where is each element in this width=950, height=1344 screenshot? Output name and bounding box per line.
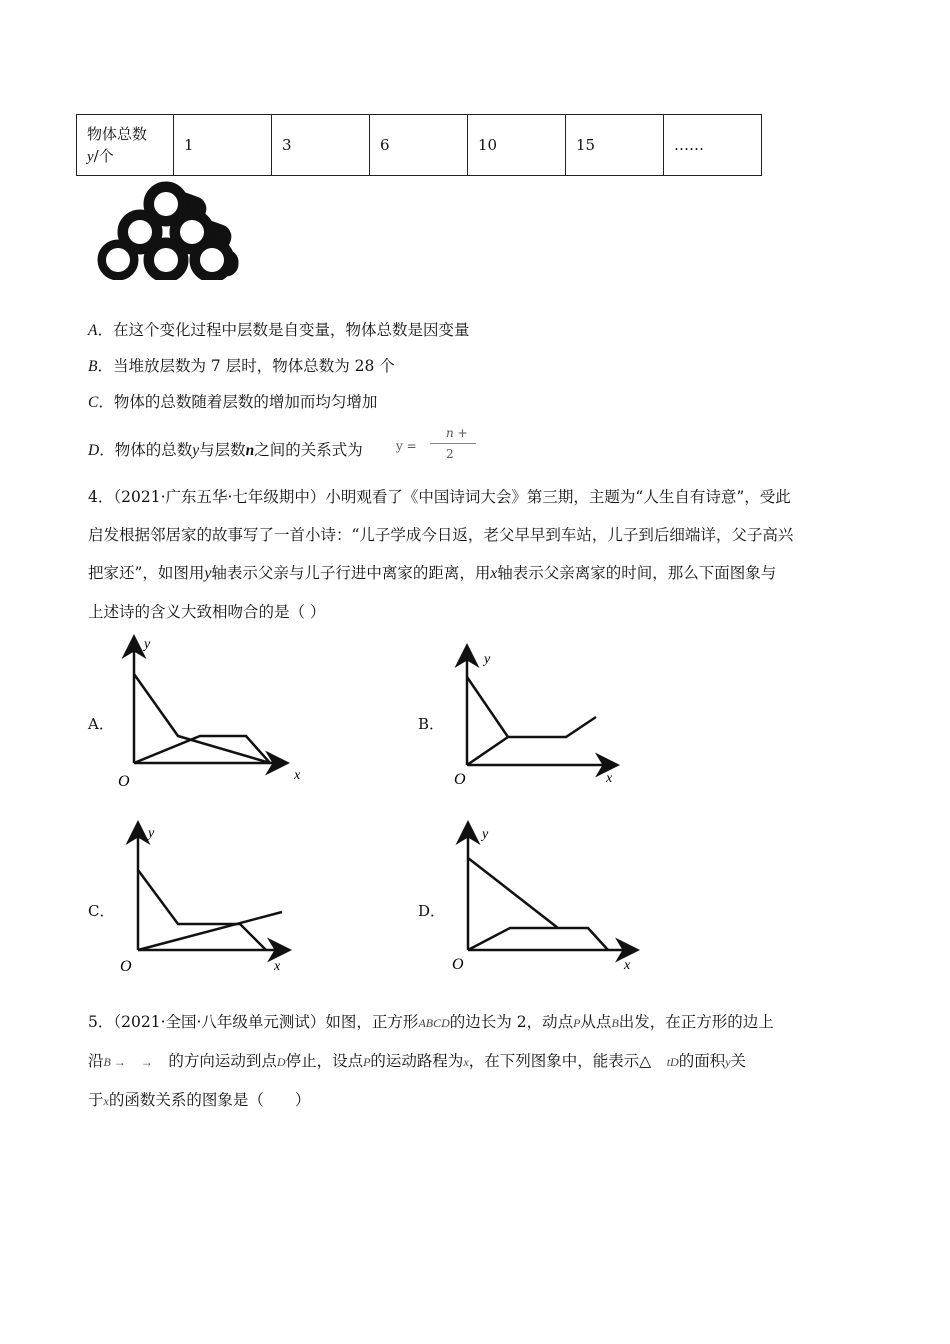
y-axis-label: y [148,826,155,841]
formula-bar [430,443,476,444]
graph-a[interactable] [110,630,310,790]
son-path [134,736,270,763]
graph-d[interactable] [446,818,646,978]
father-path [468,858,558,928]
formula-denominator: 2 [446,447,454,461]
stacked-pipes-figure [96,180,242,280]
graph-a-label[interactable]: A． [88,715,114,733]
origin-label: O [118,773,130,790]
x-axis-label: x [274,959,281,974]
y-axis-label: y [482,827,489,842]
y-axis-label: y [484,652,491,667]
table-header-cell: 物体总数 y/个 [77,115,174,176]
q3-option-b[interactable]: B．当堆放层数为 7 层时，物体总数为 28 个 [88,357,395,375]
graph-b-label[interactable]: B． [418,715,445,733]
father-path [134,674,270,763]
q3-option-c[interactable]: C．物体的总数随着层数的增加而均匀增加 [88,393,378,411]
table-cell: 6 [370,115,468,176]
table-cell: 3 [272,115,370,176]
origin-label: O [454,771,466,788]
x-axis-label: x [294,768,301,783]
son-path [467,717,596,765]
y-axis-label: y [144,637,151,652]
graph-c[interactable] [116,820,306,980]
table-cell: 15 [566,115,664,176]
son-path [468,928,608,950]
q5-question-text: 5．（2021·全国·八年级单元测试）如图，正方形ABCD的边长为 2，动点P从点B出发，在正方形的边上 沿B → → 的方向运动到点D停止，设点P的运动路程为x，在下列图象中，能表示△ tD的面积y关 于x的函数关系的图象是（ ） [88,1013,774,1109]
q3-option-a[interactable]: A．在这个变化过程中层数是自变量，物体总数是因变量 [88,321,470,339]
graph-b[interactable] [440,643,630,793]
graph-d-label[interactable]: D． [418,902,446,920]
objects-table [76,114,762,176]
graph-c-label[interactable]: C． [88,902,115,920]
formula-lhs: y = [396,439,417,453]
table-cell: …… [664,115,762,176]
origin-label: O [120,958,132,975]
q4-question-text: 4．（2021·广东五华·七年级期中）小明观看了《中国诗词大会》第三期，主题为“人生自有诗意”，受此 启发根据邻居家的故事写了一首小诗：“儿子学成今日返，老父早早到车站，儿子到后细端详，父子高兴 把家还”，如图用y轴表示父亲与儿子行进中离家的距离，用x轴表示父亲离家的时间，那么下面图象与 上述诗的含义大致相吻合的是（ ） [88,488,794,621]
x-axis-label: x [606,771,613,786]
table-cell: 1 [174,115,272,176]
formula-numerator: n + [446,426,468,440]
x-axis-label: x [624,958,631,973]
origin-label: O [452,956,464,973]
father-path [138,870,266,950]
table-row [77,115,762,176]
q3-option-d[interactable]: D．物体的总数y与层数n之间的关系式为 [88,441,363,459]
table-cell: 10 [468,115,566,176]
father-path [467,677,508,737]
